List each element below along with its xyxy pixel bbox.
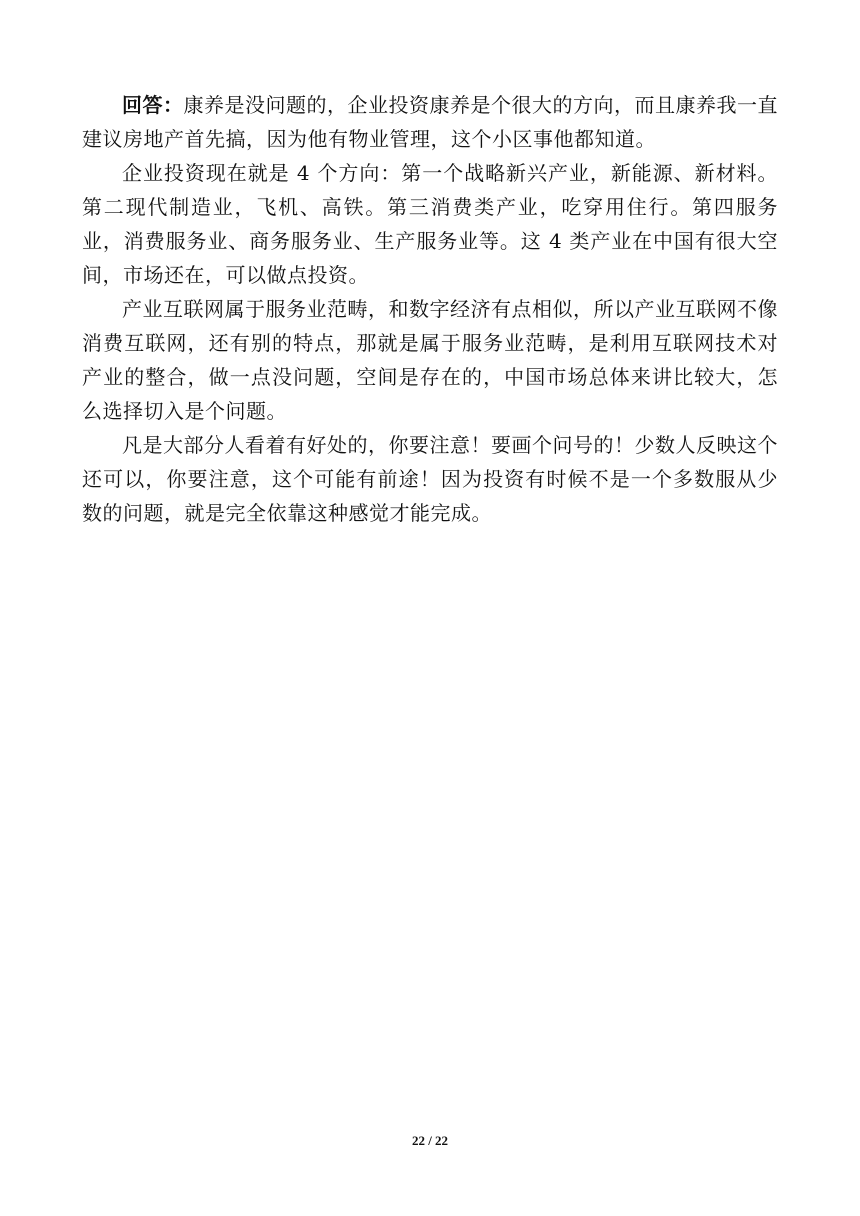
page-number: 22 / 22 [411,1133,449,1148]
investment-directions-paragraph: 企业投资现在就是 4 个方向：第一个战略新兴产业，新能源、新材料。第二现代制造业，飞机、高铁。第三消费类产业，吃穿用住行。第四服务业，消费服务业、商务服务业、生产服务业等。这 4 类产业在中国有很大空间，市场还在，可以做点投资。 [82,161,778,287]
industrial-internet-paragraph: 产业互联网属于服务业范畴，和数字经济有点相似，所以产业互联网不像消费互联网，还有别的特点，那就是属于服务业范畴，是利用互联网技术对产业的整合，做一点没问题，空间是存在的，中国市场总体来讲比较大，怎么选择切入是个问题。 [82,297,778,423]
answer-paragraph [82,88,778,156]
answer-label: 回答： [122,93,184,117]
document-body [82,88,778,530]
investment-caution-paragraph: 凡是大部分人看着有好处的，你要注意！要画个问号的！少数人反映这个还可以，你要注意，这个可能有前途！因为投资有时候不是一个多数服从少数的问题，就是完全依靠这种感觉才能完成。 [82,433,778,525]
answer-text: 康养是没问题的，企业投资康养是个很大的方向，而且康养我一直建议房地产首先搞，因为他有物业管理，这个小区事他都知道。 [82,93,778,151]
